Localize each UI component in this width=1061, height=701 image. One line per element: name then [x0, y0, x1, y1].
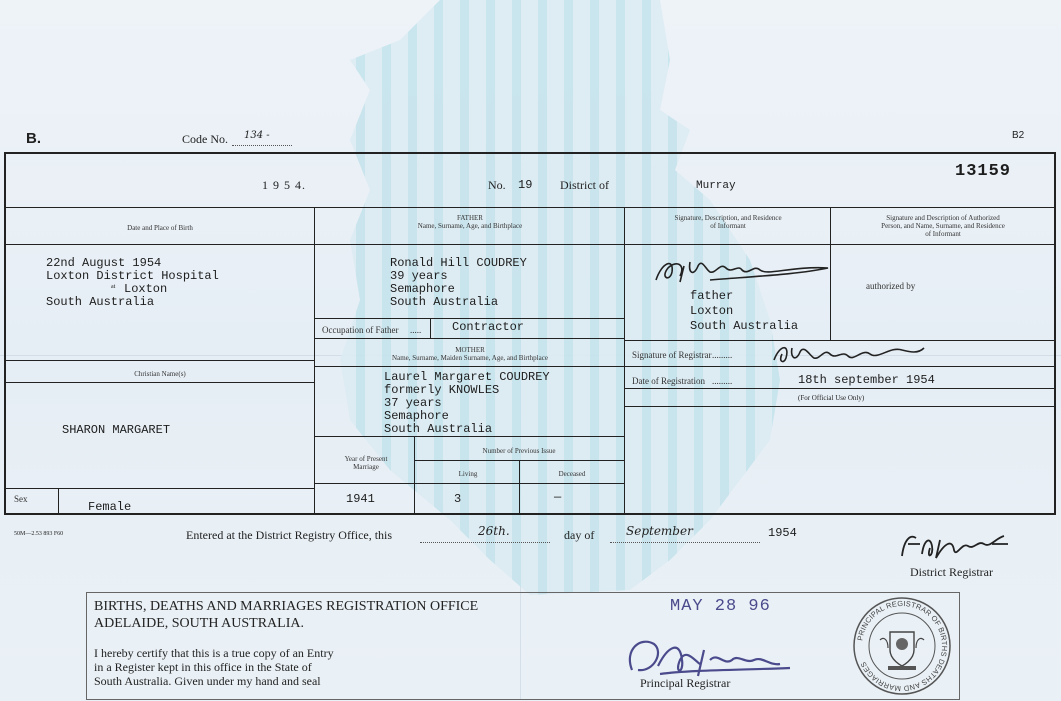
- row-divider: [4, 488, 314, 489]
- row-divider: [4, 244, 1056, 245]
- mother-header: MOTHER Name, Surname, Maiden Surname, Age, and Birthplace: [392, 346, 548, 362]
- column-divider: [430, 318, 431, 338]
- row-divider: [4, 207, 1056, 208]
- father-place: Semaphore: [390, 282, 455, 296]
- official-seal: [852, 596, 952, 696]
- dotted-line: [610, 542, 760, 544]
- informant-town: Loxton: [690, 304, 734, 318]
- column-divider: [58, 488, 59, 513]
- living-value: 3: [454, 492, 462, 506]
- row-divider: [4, 382, 314, 383]
- row-divider: [624, 388, 1056, 389]
- father-age: 39 years: [390, 269, 448, 283]
- table-border: [4, 152, 1056, 154]
- row-divider: [314, 338, 624, 339]
- entry-number: 13159: [955, 162, 1012, 181]
- column-divider: [314, 207, 315, 513]
- year-of-marriage-label: Year of Present Marriage: [344, 455, 388, 471]
- code-label: Code No.: [182, 132, 228, 146]
- stamp-date: MAY 28 96: [670, 597, 771, 616]
- deceased-label: Deceased: [558, 470, 586, 478]
- father-name: Ronald Hill COUDREY: [390, 256, 527, 270]
- christian-name-label: Christian Name(s): [134, 370, 186, 378]
- informant-signature: [650, 252, 840, 293]
- district-value: Murray: [696, 180, 736, 192]
- column-divider: [414, 436, 415, 513]
- official-use: (For Official Use Only): [798, 394, 865, 402]
- office-line-1: BIRTHS, DEATHS AND MARRIAGES REGISTRATION OFFICE: [94, 599, 479, 614]
- certify-line-2: in a Register kept in this office in the State of: [94, 660, 312, 674]
- christian-name-value: SHARON MARGARET: [62, 423, 171, 437]
- no-value: 19: [518, 178, 533, 192]
- occupation-label: Occupation of Father: [322, 325, 399, 335]
- birth-state: South Australia: [46, 295, 155, 309]
- deceased-value: —: [554, 490, 562, 504]
- district-label: District of: [560, 178, 609, 192]
- row-divider: [624, 406, 1056, 407]
- row-divider: [314, 483, 624, 484]
- occupation-dots: .....: [410, 325, 422, 335]
- authorized-by: authorized by: [866, 281, 916, 291]
- row-divider: [314, 366, 624, 367]
- mother-place: Semaphore: [384, 409, 449, 423]
- district-registrar-signature: [896, 530, 1016, 569]
- registrar-signature-label: Signature of Registrar: [632, 350, 712, 360]
- certify-line-3: South Australia. Given under my hand and seal: [94, 674, 321, 688]
- column-divider: [519, 460, 520, 513]
- certify-line-1: I hereby certify that this is a true copy of an Entry: [94, 646, 334, 660]
- dots: .........: [712, 350, 733, 360]
- entered-text: Entered at the District Registry Office, this: [186, 528, 393, 542]
- dots: .........: [712, 376, 733, 386]
- informant-column-header: Signature, Description, and Residence of Informant: [674, 214, 782, 230]
- office-line-2: ADELAIDE, SOUTH AUSTRALIA.: [94, 616, 304, 631]
- sex-value: Female: [88, 500, 132, 514]
- svg-text:PRINCIPAL REGISTRAR OF BIRTHS: PRINCIPAL REGISTRAR OF BIRTHS DEATHS AND MARRIAGES: [855, 598, 950, 694]
- mother-age: 37 years: [384, 396, 442, 410]
- occupation-value: Contractor: [452, 320, 525, 334]
- print-code: 50M—2.53 893 F60: [14, 531, 64, 537]
- birth-column-header: Date and Place of Birth: [127, 224, 193, 232]
- entered-day-of: day of: [564, 528, 595, 542]
- sex-label: Sex: [14, 494, 28, 504]
- registration-date-value: 18th september 1954: [798, 373, 935, 387]
- right-code: B2: [1012, 130, 1025, 141]
- column-divider: [624, 207, 625, 513]
- row-divider: [314, 436, 624, 437]
- father-column-header: FATHER Name, Surname, Age, and Birthplace: [417, 214, 523, 230]
- birth-town: Loxton: [124, 282, 168, 296]
- birth-date: 22nd August 1954: [46, 256, 162, 270]
- row-divider: [314, 318, 624, 319]
- code-value: 134 -: [244, 130, 270, 141]
- registrar-signature: [770, 340, 930, 373]
- district-registrar-label: District Registrar: [910, 565, 993, 579]
- entered-month: September: [626, 524, 693, 538]
- no-label: No.: [488, 178, 506, 192]
- entry-year: 1 9 5 4.: [262, 178, 306, 192]
- previous-issue-label: Number of Previous Issue: [482, 447, 556, 455]
- mother-state: South Australia: [384, 422, 493, 436]
- entered-year: 1954: [768, 526, 797, 540]
- row-divider: [4, 360, 314, 361]
- dotted-line: [420, 542, 550, 544]
- year-of-marriage-value: 1941: [346, 492, 375, 506]
- informant-description: father: [690, 289, 734, 303]
- table-border: [4, 513, 1056, 515]
- registration-date-label: Date of Registration: [632, 376, 705, 386]
- father-state: South Australia: [390, 295, 499, 309]
- row-divider: [624, 366, 1056, 367]
- entered-day: 26th.: [478, 524, 510, 538]
- birth-hospital: Loxton District Hospital: [46, 269, 219, 283]
- living-label: Living: [458, 470, 478, 478]
- mother-name: Laurel Margaret COUDREY: [384, 370, 550, 384]
- informant-state: South Australia: [690, 319, 799, 333]
- birth-at: at: [111, 284, 116, 290]
- form-letter: B.: [26, 130, 41, 147]
- code-underline: [232, 145, 292, 147]
- authorized-column-header: Signature and Description of Authorized Person, and Name, Surname, and Residence of Informant: [881, 214, 1005, 238]
- principal-registrar-label: Principal Registrar: [640, 676, 731, 690]
- mother-maiden: formerly KNOWLES: [384, 383, 500, 397]
